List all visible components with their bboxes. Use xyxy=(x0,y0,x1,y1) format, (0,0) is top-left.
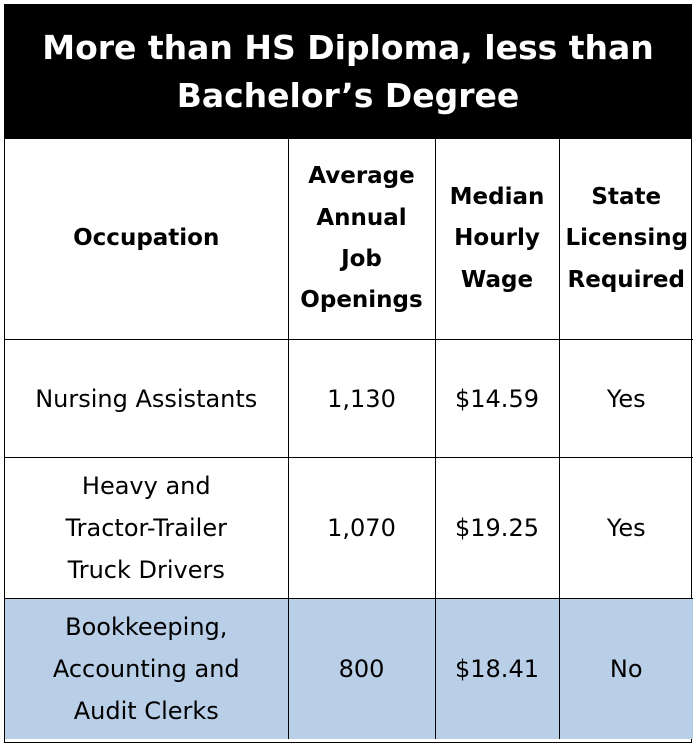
occupation-text: Audit Clerks xyxy=(73,697,219,725)
header-openings xyxy=(288,139,435,340)
table-row xyxy=(5,458,693,599)
title-line-1: More than HS Diploma, less than xyxy=(42,28,654,68)
header-wage-line: Wage xyxy=(460,266,534,293)
occupation-text: Tractor-Trailer xyxy=(65,514,227,542)
occupation-text: Truck Drivers xyxy=(67,556,225,584)
occupation-text: Accounting and xyxy=(52,655,240,683)
cell-openings: 800 xyxy=(288,599,435,740)
header-licensing-line: State xyxy=(591,183,662,210)
table-title xyxy=(5,5,691,139)
occupation-table xyxy=(5,139,693,739)
cell-licensing: No xyxy=(559,599,693,740)
cell-occupation xyxy=(5,599,288,740)
header-licensing-line: Licensing xyxy=(565,225,689,252)
cell-licensing: Yes xyxy=(559,458,693,599)
cell-openings: 1,070 xyxy=(288,458,435,599)
occupation-text: Heavy and xyxy=(81,472,211,500)
header-openings-line: Annual Job xyxy=(316,204,407,272)
header-occupation-text: Occupation xyxy=(73,225,220,252)
header-licensing-line: Required xyxy=(567,266,685,293)
header-wage xyxy=(435,139,559,340)
occupation-table-card xyxy=(4,4,692,743)
header-wage-line: Hourly xyxy=(454,225,540,252)
cell-wage: $14.59 xyxy=(435,340,559,458)
cell-licensing: Yes xyxy=(559,340,693,458)
table-row-highlighted xyxy=(5,599,693,740)
header-row xyxy=(5,139,693,340)
title-line-2: Bachelor’s Degree xyxy=(176,76,520,115)
table-row xyxy=(5,340,693,458)
header-openings-line: Average xyxy=(308,163,415,190)
header-occupation xyxy=(5,139,288,340)
header-licensing xyxy=(559,139,693,340)
header-wage-line: Median xyxy=(449,183,545,210)
cell-openings: 1,130 xyxy=(288,340,435,458)
occupation-text: Nursing Assistants xyxy=(35,384,258,413)
occupation-text: Bookkeeping, xyxy=(65,613,228,641)
cell-wage: $18.41 xyxy=(435,599,559,740)
cell-occupation xyxy=(5,340,288,458)
cell-wage: $19.25 xyxy=(435,458,559,599)
cell-occupation xyxy=(5,458,288,599)
header-openings-line: Openings xyxy=(300,287,423,314)
